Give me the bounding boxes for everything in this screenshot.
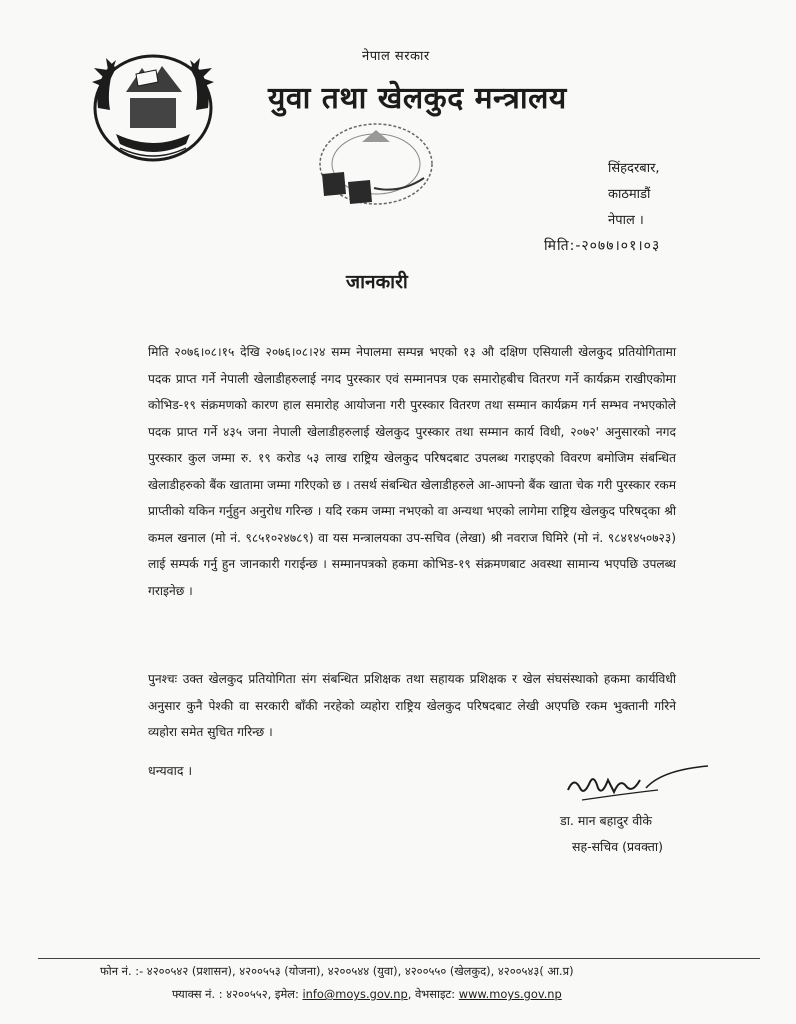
seal-stamp-icon [300,112,442,212]
letter-date: मिति:-२०७७।०१।०३ [544,238,661,254]
email-link[interactable]: info@moys.gov.np [302,987,408,1001]
address-line-1: सिंहदरबार, [608,161,660,176]
website-link[interactable]: www.moys.gov.np [458,987,562,1001]
body-paragraph-2: पुनश्चः उक्त खेलकुद प्रतियोगिता संग संबन्धित प्रशिक्षक तथा सहायक प्रशिक्षक र खेल संघसंस्थाको हकमा कार्यविधी अनुसार कुनै पेश्की वा सरकारी बाँकी नरहेको व्यहोरा राष्ट्रिय खेलकुद परिषदबाट लेखी अएपछि रकम भुक्तानी गरिने व्यहोरा समेत सुचित गरिन्छ । [148,672,676,739]
closing-thanks: धन्यवाद । [148,763,193,778]
signature-icon [562,760,712,806]
office-address [608,156,660,234]
body-paragraph-1: मिति २०७६।०८।१५ देखि २०७६।०८।२४ सम्म नेपालमा सम्पन्न भएको १३ औ दक्षिण एसियाली खेलकुद प्रतियोगितामा पदक प्राप्त गर्ने नेपाली खेलाडीहरुलाई नगद पुरस्कार एवं सम्मानपत्र एक समारोहबीच वितरण गर्ने कार्यक्रम राखीएकोमा कोभिड-१९ संक्रमणको कारण हाल समारोह आयोजना गरी पुरस्कार वितरण तथा सम्मान कार्यक्रम गर्न सम्भव नभएकोले पदक प्राप्त गर्ने ४३५ जना नेपाली खेलाडीहरुलाई खेलकुद पुरस्कार तथा सम्मान कार्य विधी, २०७२' अनुसारको नगद पुरस्कार कुल जम्मा रु. १९ करोड ५३ लाख राष्ट्रिय खेलकुद परिषदबाट उपलब्ध गराइएको विवरण बमोजिम संबन्धित खेलाडीहरुको बैंक खातामा जम्मा गरिएको छ । तसर्थ संबन्धित खेलाडीहरुले आ-आफ्नो बैंक खाता चेक गरी पुरस्कार रकम प्राप्तीको यकिन गर्नुहुन अनुरोध गरिन्छ । यदि रकम जम्मा नभएको वा अन्यथा भएको लागेमा राष्ट्रिय खेलकुद परिषद्का श्री कमल खनाल (मो नं. ९८५१०२४७८९) वा यस मन्त्रालयका उप-सचिव (लेखा) श्री नवराज घिमिरे (मो नं. ९८४१४५०७२३) लाई सम्पर्क गर्नु हुन जानकारी गराईन्छ । सम्मानपत्रको हकमा कोभिड-१९ संक्रमणबाट अवस्था सामान्य भएपछि उपलब्ध गराइनेछ । [148,345,676,598]
website-label: , वेभसाइट: [407,987,456,1001]
signer-role: सह-सचिव (प्रवक्ता) [572,839,664,854]
footer-divider [38,958,760,959]
footer-contact [172,987,562,1002]
address-line-2: काठमाडौं [608,187,651,202]
nepal-emblem-icon [86,48,220,170]
address-line-3: नेपाल । [608,213,644,228]
notice-heading: जानकारी [346,271,408,293]
ministry-seal [300,112,442,212]
signer-name: डा. मान बहादुर वीके [560,813,653,828]
footer-phones: फोन नं. :- ४२००५४२ (प्रशासन), ४२००५५३ (योजना), ४२००५४४ (युवा), ४२००५५० (खेलकुद), ४२००५४३( आ.प्र) [100,964,574,978]
fax-label: फ्याक्स नं. : ४२००५५२, इमेल: [172,987,299,1001]
government-label: नेपाल सरकार [362,49,430,64]
ministry-title: युवा तथा खेलकुद मन्त्रालय [268,81,567,116]
